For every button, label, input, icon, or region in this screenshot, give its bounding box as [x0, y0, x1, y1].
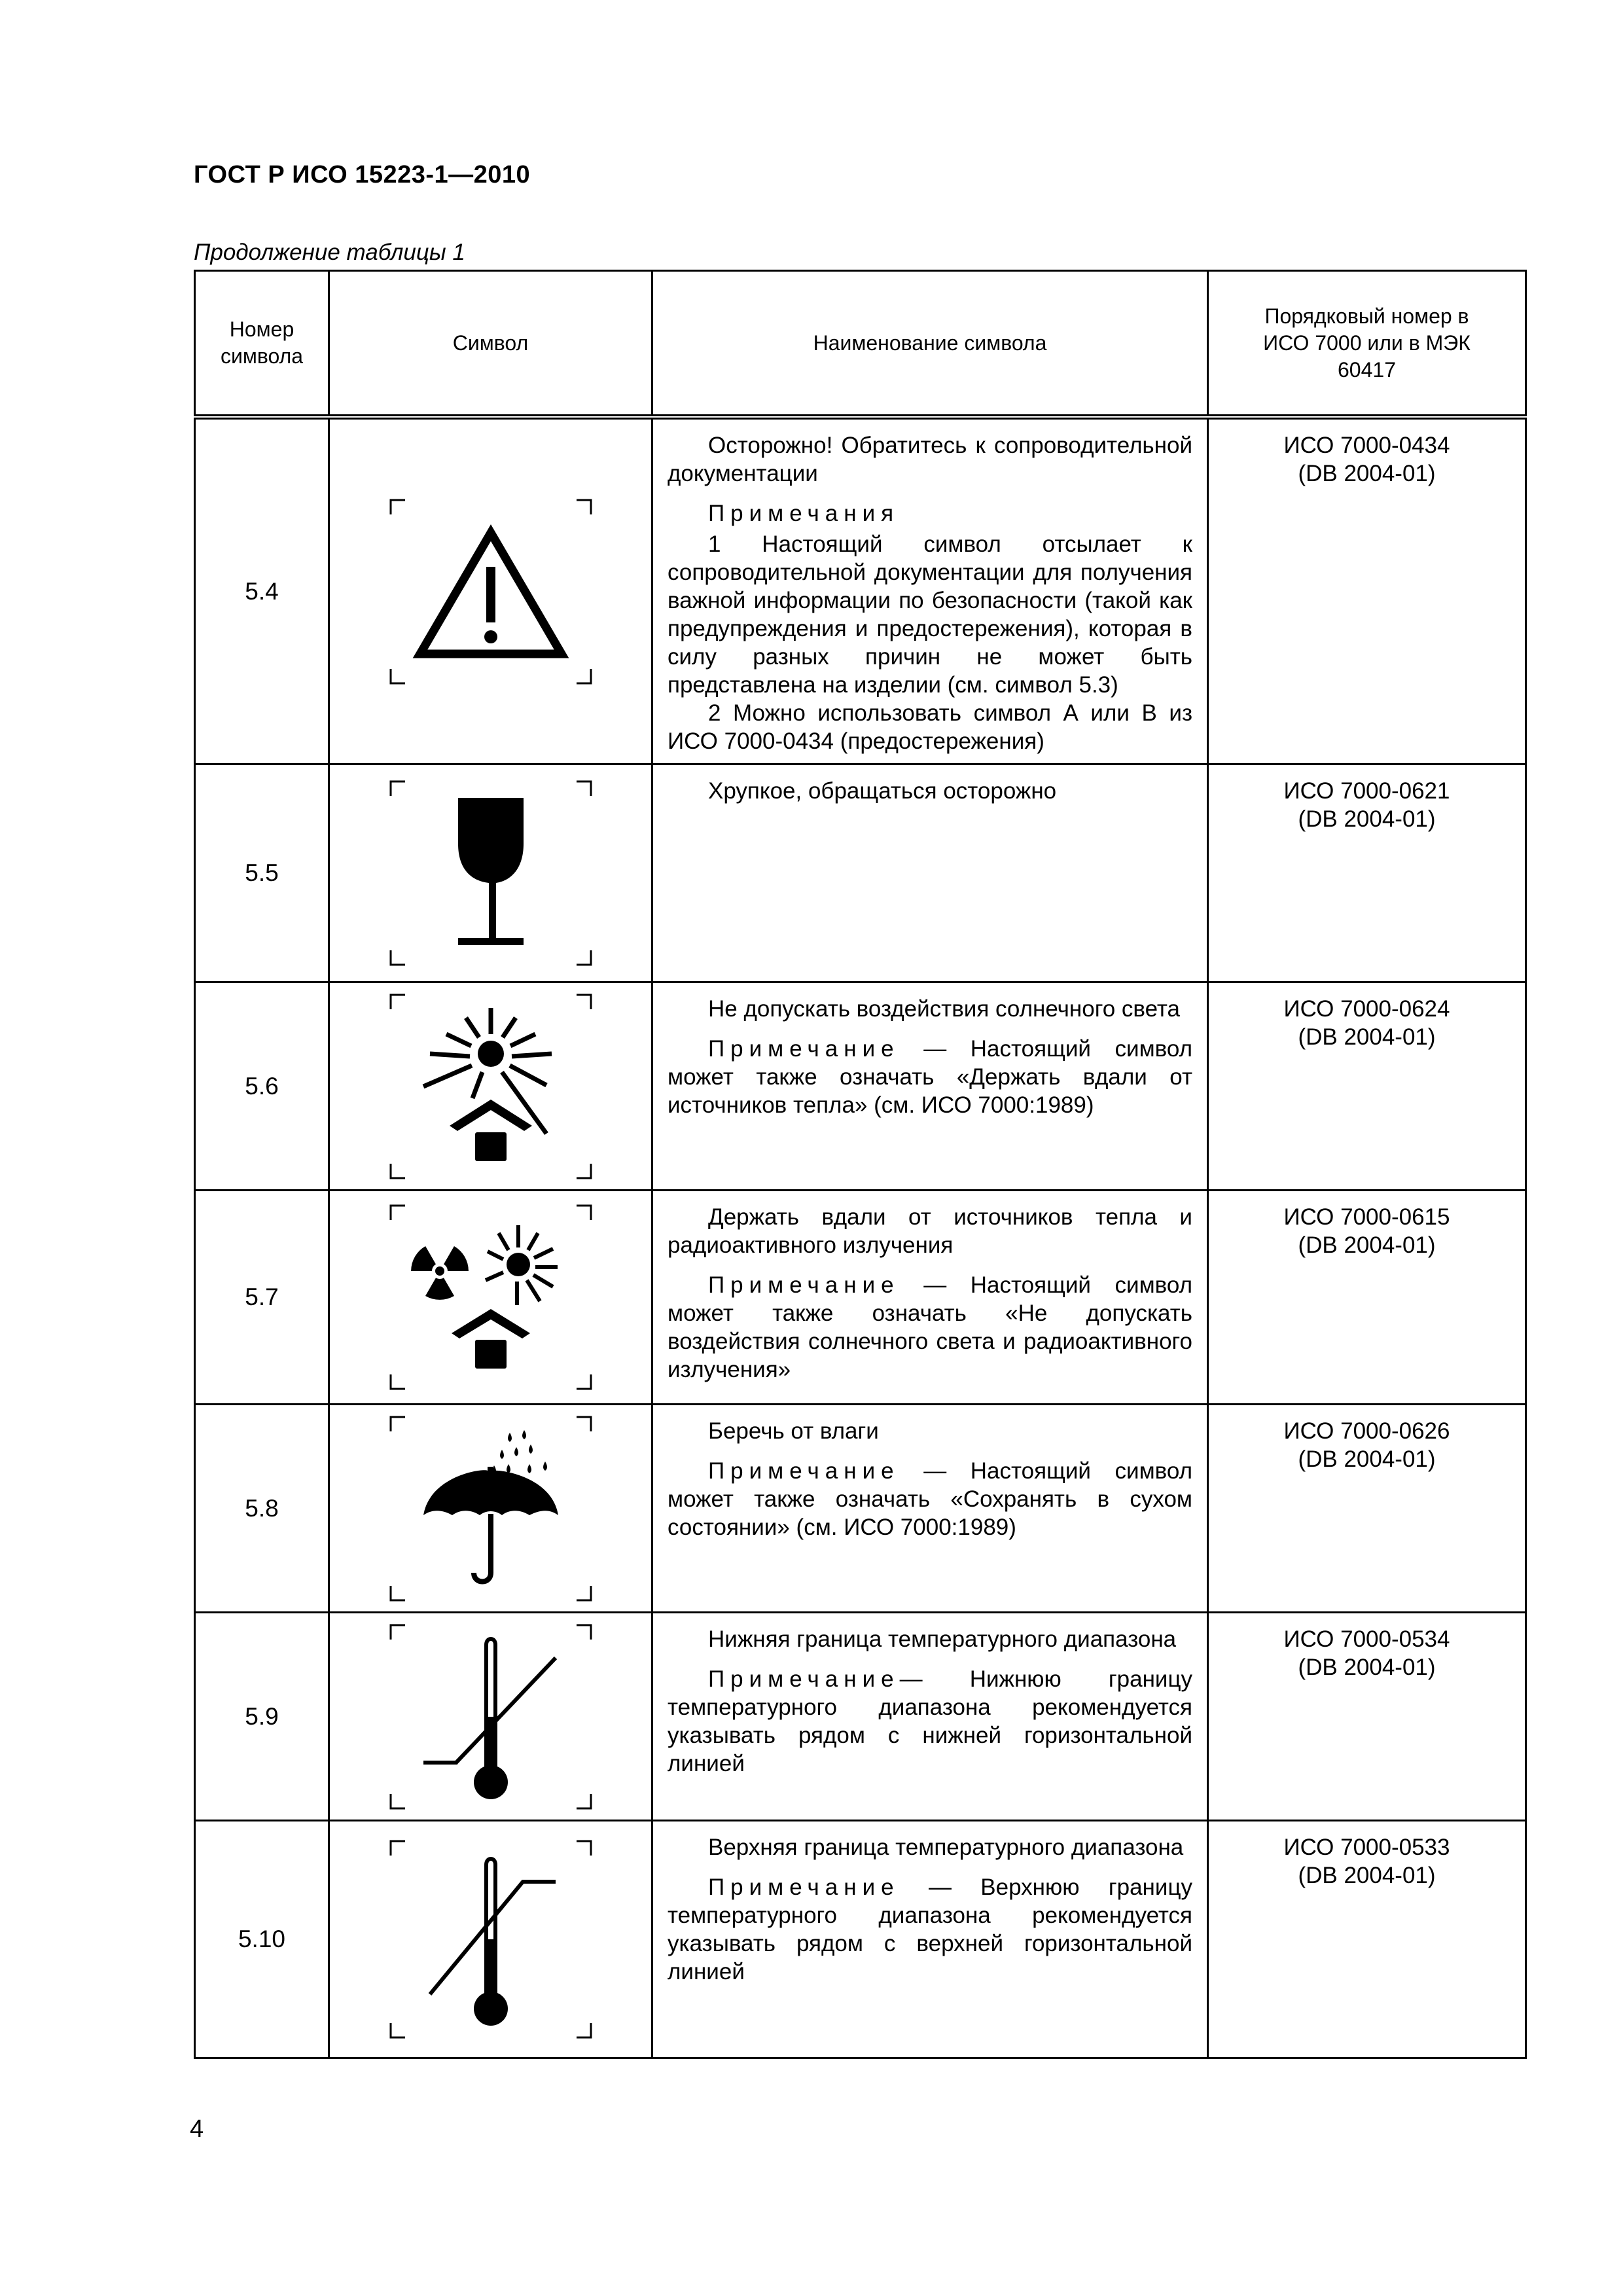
symbol-note: [668, 1665, 1192, 1778]
note-label: Примечание: [708, 1036, 900, 1062]
iso-reference: ИСО 7000-0624 (DB 2004-01): [1208, 982, 1526, 1191]
symbol-name: Верхняя граница температурного диапазона: [708, 1835, 1184, 1860]
symbol-name: Нижняя граница температурного диапазона: [708, 1626, 1177, 1652]
symbol-number: 5.4: [195, 417, 329, 764]
note-text: — Настоящий символ может также означать «Держать вдали от источников тепла» (см. ИСО 7000:1989): [668, 1036, 1192, 1118]
symbol-note: [668, 1035, 1192, 1119]
table-row: [195, 1191, 1526, 1405]
page-number: 4: [190, 2115, 204, 2143]
lower-temperature-limit-icon: [384, 1619, 597, 1815]
iso-reference: ИСО 7000-0533 (DB 2004-01): [1208, 1821, 1526, 2058]
symbol-name: Осторожно! Обратитесь к сопроводительной документации: [668, 433, 1192, 486]
note-label: Примечание: [708, 1874, 900, 1900]
note-item: 2 Можно использовать символ А или В из ИСО 7000-0434 (предостережения): [668, 700, 1192, 754]
upper-temperature-limit-icon: [384, 1835, 597, 2044]
table-row: [195, 1821, 1526, 2058]
table-caption: Продолжение таблицы 1: [194, 240, 465, 265]
col-header-ref: Порядковый номер в ИСО 7000 или в МЭК 60417: [1208, 271, 1526, 418]
symbol-description: [652, 1191, 1208, 1405]
symbol-number: 5.8: [195, 1405, 329, 1613]
symbol-cell: [329, 1821, 652, 2058]
note-label: Примечание: [708, 1458, 900, 1484]
symbol-cell: [329, 1405, 652, 1613]
symbol-note: [668, 1873, 1192, 1986]
table-row: [195, 764, 1526, 982]
iso-reference: ИСО 7000-0434 (DB 2004-01): [1208, 417, 1526, 764]
col-header-name: Наименование символа: [652, 271, 1208, 418]
fragile-glass-icon: [384, 775, 597, 971]
table-row: [195, 417, 1526, 764]
symbol-cell: [329, 982, 652, 1191]
symbol-name: Не допускать воздействия солнечного света: [708, 996, 1180, 1022]
symbol-number: 5.6: [195, 982, 329, 1191]
note-label: Примечание: [708, 1272, 900, 1298]
col-header-symbol: Символ: [329, 271, 652, 418]
symbol-number: 5.7: [195, 1191, 329, 1405]
symbol-description: [652, 417, 1208, 764]
document-header: ГОСТ Р ИСО 15223-1—2010: [194, 161, 531, 188]
note-label: Примечание: [708, 1666, 900, 1692]
keep-away-sunlight-icon: [384, 988, 597, 1185]
symbol-description: [652, 764, 1208, 982]
symbol-description: [652, 982, 1208, 1191]
symbol-number: 5.5: [195, 764, 329, 982]
symbol-note: [668, 1271, 1192, 1384]
iso-reference: ИСО 7000-0615 (DB 2004-01): [1208, 1191, 1526, 1405]
symbol-cell: [329, 1191, 652, 1405]
symbols-table: [194, 270, 1527, 2059]
keep-away-heat-radiation-icon: [384, 1199, 597, 1395]
note-item: 1 Настоящий символ отсылает к сопроводительной документации для получения важной информации по безопасности (такой как предупреждения и предостережения), которая в силу разных причин не может быть представлена на изделии (см. символ 5.3): [668, 531, 1192, 698]
note-text: — Настоящий символ может также означать «Не допускать воздействия солнечного света и радиоактивного излучения»: [668, 1272, 1192, 1382]
note-text: — Верхнюю границу температурного диапазона рекомендуется указывать рядом с верхней горизонтальной линией: [668, 1874, 1192, 1984]
table-row: [195, 1613, 1526, 1821]
symbol-number: 5.10: [195, 1821, 329, 2058]
symbol-description: [652, 1613, 1208, 1821]
table-row: [195, 1405, 1526, 1613]
warning-triangle-icon: [384, 493, 597, 690]
symbol-name: Беречь от влаги: [708, 1418, 879, 1444]
symbol-note: [668, 1457, 1192, 1541]
col-header-number: Номер символа: [195, 271, 329, 418]
table-header-row: [195, 271, 1526, 418]
symbol-cell: [329, 1613, 652, 1821]
symbol-name: Держать вдали от источников тепла и радиоактивного излучения: [668, 1204, 1192, 1258]
symbol-name: Хрупкое, обращаться осторожно: [708, 778, 1057, 804]
iso-reference: ИСО 7000-0626 (DB 2004-01): [1208, 1405, 1526, 1613]
note-text: — Настоящий символ может также означать «Сохранять в сухом состоянии» (см. ИСО 7000:1989): [668, 1458, 1192, 1540]
symbol-description: [652, 1405, 1208, 1613]
symbol-cell: [329, 417, 652, 764]
table-row: [195, 982, 1526, 1191]
note-text: — Нижнюю границу температурного диапазона рекомендуется указывать рядом с нижней горизонтальной линией: [668, 1666, 1192, 1776]
note-label: Примечания: [708, 501, 900, 526]
symbol-description: [652, 1821, 1208, 2058]
iso-reference: ИСО 7000-0534 (DB 2004-01): [1208, 1613, 1526, 1821]
iso-reference: ИСО 7000-0621 (DB 2004-01): [1208, 764, 1526, 982]
symbol-number: 5.9: [195, 1613, 329, 1821]
keep-dry-umbrella-icon: [384, 1410, 597, 1607]
symbol-cell: [329, 764, 652, 982]
